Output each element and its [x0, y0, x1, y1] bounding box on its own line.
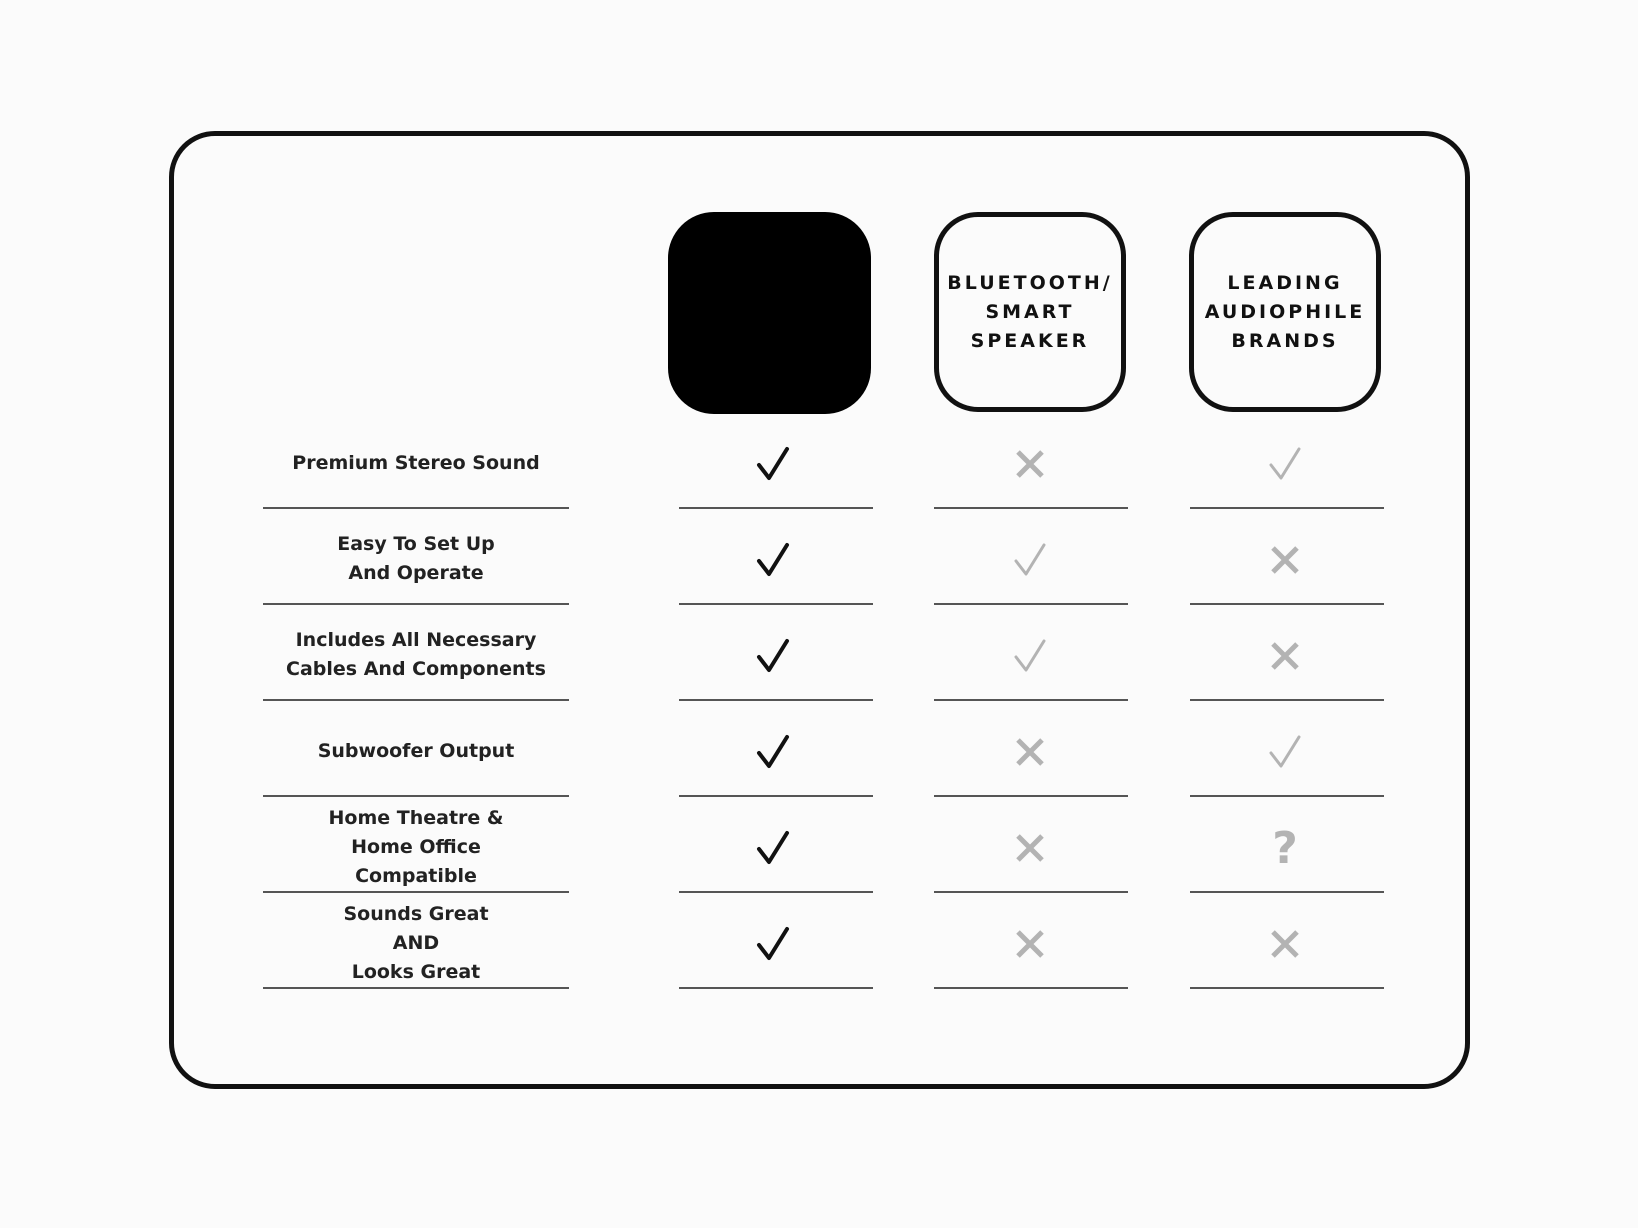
check-icon	[1000, 626, 1060, 686]
check-icon	[1255, 722, 1315, 782]
row-divider	[679, 795, 873, 797]
cross-icon	[1255, 530, 1315, 590]
audiophile-column-label: LEADING AUDIOPHILE BRANDS	[1204, 271, 1366, 352]
row-divider	[934, 507, 1128, 509]
check-icon	[743, 818, 803, 878]
row-divider	[934, 891, 1128, 893]
row-divider	[679, 603, 873, 605]
question-mark-text: ?	[1272, 822, 1298, 874]
row-divider	[1190, 987, 1384, 989]
cross-icon	[1000, 818, 1060, 878]
bluetooth-column-label: BLUETOOTH/ SMART SPEAKER	[947, 271, 1113, 352]
cross-icon	[1000, 914, 1060, 974]
row-divider	[263, 603, 569, 605]
check-icon	[1255, 434, 1315, 494]
row-divider	[263, 987, 569, 989]
check-icon	[743, 722, 803, 782]
check-icon	[743, 434, 803, 494]
feature-label: Easy To Set Up And Operate	[337, 533, 495, 584]
row-divider	[679, 891, 873, 893]
row-divider	[679, 507, 873, 509]
brand-column-header	[668, 212, 871, 414]
row-divider	[1190, 699, 1384, 701]
row-divider	[1190, 795, 1384, 797]
row-divider	[934, 699, 1128, 701]
row-divider	[934, 795, 1128, 797]
question-mark-icon	[1255, 818, 1315, 878]
row-divider	[1190, 507, 1384, 509]
check-icon	[743, 626, 803, 686]
feature-label: Includes All Necessary Cables And Components	[286, 629, 546, 680]
feature-label: Premium Stereo Sound	[292, 451, 540, 474]
feature-label: Sounds Great AND Looks Great	[343, 902, 489, 983]
row-divider	[263, 891, 569, 893]
check-icon	[743, 914, 803, 974]
row-divider	[679, 699, 873, 701]
check-icon	[1000, 530, 1060, 590]
cross-icon	[1000, 434, 1060, 494]
cross-icon	[1255, 914, 1315, 974]
feature-label: Home Theatre & Home Office Compatible	[328, 806, 504, 887]
cross-icon	[1255, 626, 1315, 686]
row-divider	[1190, 603, 1384, 605]
row-divider	[1190, 891, 1384, 893]
audiophile-column-header	[1189, 212, 1381, 412]
row-divider	[263, 699, 569, 701]
check-icon	[743, 530, 803, 590]
row-divider	[934, 603, 1128, 605]
bluetooth-column-header	[934, 212, 1126, 412]
row-divider	[263, 795, 569, 797]
row-divider	[263, 507, 569, 509]
row-divider	[934, 987, 1128, 989]
cross-icon	[1000, 722, 1060, 782]
feature-label: Subwoofer Output	[317, 739, 515, 762]
row-divider	[679, 987, 873, 989]
